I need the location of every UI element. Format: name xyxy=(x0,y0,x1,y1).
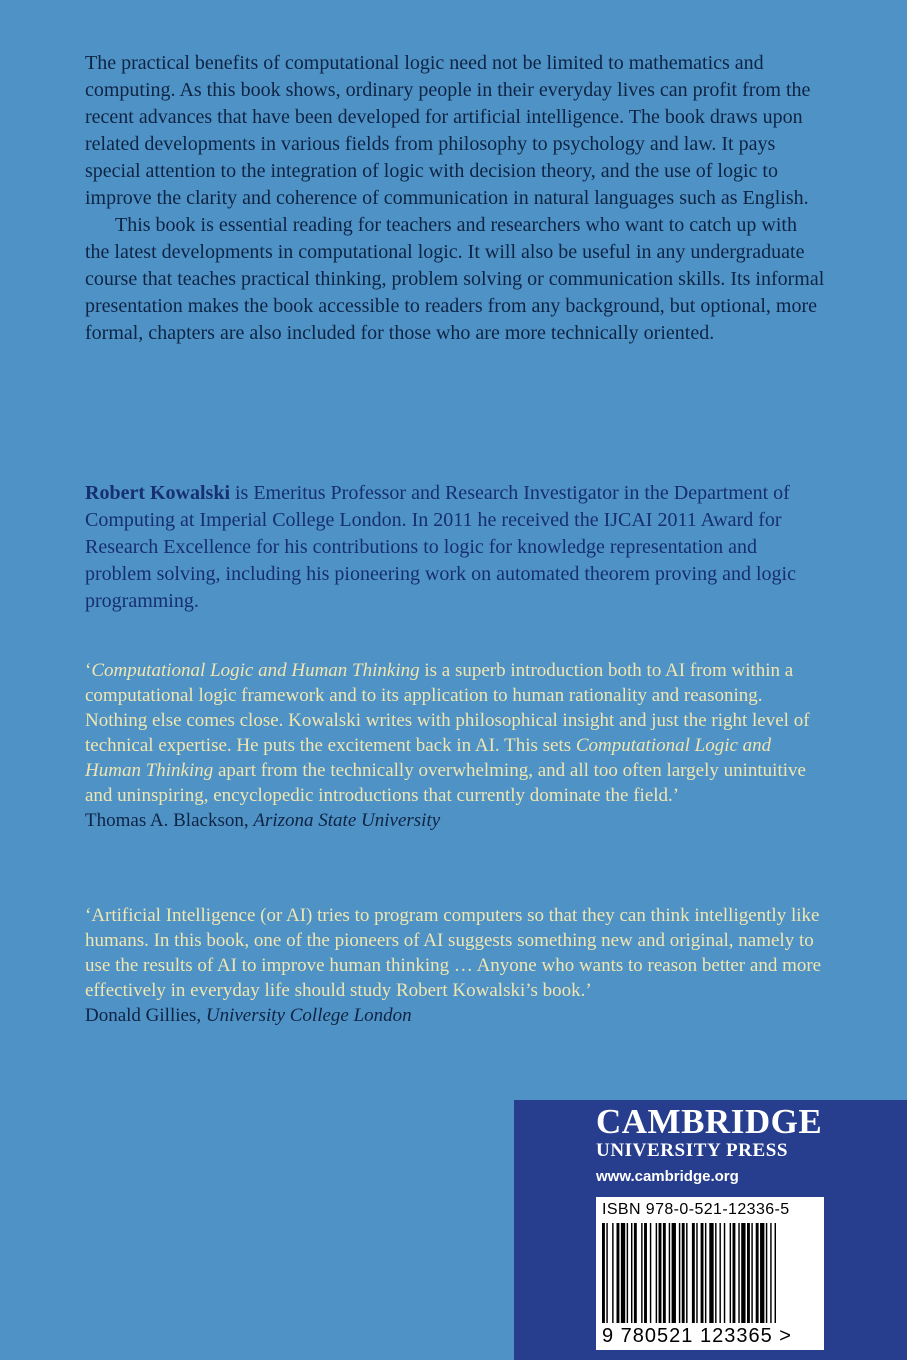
quote-text: is a superb introduction both to AI from within a computational logic framework and to its application to human rationality and reasoning. Nothing else comes close. Kowalski writes with philosophical insight and just the right level of technical expertise. He puts the excitement back in AI. This sets xyxy=(85,660,810,756)
barcode-bar xyxy=(669,1223,670,1323)
barcode-bar xyxy=(602,1223,605,1323)
barcode-bar xyxy=(715,1223,716,1323)
author-bio-text: is Emeritus Professor and Research Investigator in the Department of Computing at Imperial College London. In 2011 he received the IJCAI 2011 Award for Research Excellence for his contributions to logic for knowledge representation and problem solving, including his pioneering work on automated theorem proving and logic programming. xyxy=(85,482,796,612)
quote-open-mark: ‘ xyxy=(85,660,92,681)
barcode-bar xyxy=(634,1223,637,1323)
quote-author: Donald Gillies, xyxy=(85,1005,206,1026)
barcode-bar xyxy=(641,1223,642,1323)
barcode-bar xyxy=(644,1223,647,1323)
barcode-bar xyxy=(775,1223,776,1323)
publisher-logo-subtitle: UNIVERSITY PRESS xyxy=(596,1140,789,1161)
barcode-number: 9 780521 123365 > xyxy=(602,1325,792,1347)
endorsement-quote-1 xyxy=(85,658,825,833)
barcode-bar xyxy=(612,1223,613,1323)
author-name: Robert Kowalski xyxy=(85,482,230,504)
barcode-bar xyxy=(770,1223,771,1323)
barcode-bar xyxy=(672,1223,676,1323)
isbn-label: ISBN 978-0-521-12336-5 xyxy=(602,1201,790,1218)
barcode xyxy=(596,1197,824,1350)
barcode-bar xyxy=(696,1223,697,1323)
blurb-paragraph-1: The practical benefits of computational logic need not be limited to mathematics and computing. As this book shows, ordinary people in their everyday lives can profit from the recent advances that have been developed for artificial intelligence. The book draws upon related developments in various fields from philosophy to psychology and law. It pays special attention to the integration of logic with decision theory, and the use of logic to improve the clarity and coherence of communication in natural languages such as English. xyxy=(85,52,811,209)
author-bio xyxy=(85,480,825,615)
barcode-bar xyxy=(738,1223,739,1323)
barcode-bar xyxy=(659,1223,662,1323)
quote-author: Thomas A. Blackson, xyxy=(85,810,254,831)
barcode-bar xyxy=(705,1223,706,1323)
barcode-bar xyxy=(709,1223,713,1323)
quote-attribution xyxy=(85,808,825,833)
barcode-bar xyxy=(621,1223,625,1323)
barcode-bar xyxy=(631,1223,632,1323)
barcode-bar xyxy=(692,1223,695,1323)
barcode-bar xyxy=(766,1223,767,1323)
barcode-bar xyxy=(686,1223,687,1323)
cover-blurb xyxy=(85,50,825,347)
quote-affiliation: University College London xyxy=(205,1005,412,1026)
barcode-bar xyxy=(679,1223,680,1323)
barcode-bar xyxy=(701,1223,704,1323)
barcode-bar xyxy=(719,1223,720,1323)
endorsement-quote-2 xyxy=(85,903,825,1028)
barcode-bar xyxy=(627,1223,628,1323)
quote-attribution xyxy=(85,1003,825,1028)
barcode-bar xyxy=(751,1223,752,1323)
publisher-url: www.cambridge.org xyxy=(596,1168,739,1185)
barcode-bar xyxy=(663,1223,666,1323)
barcode-bar xyxy=(682,1223,685,1323)
barcode-bar xyxy=(606,1223,607,1323)
barcode-bar xyxy=(617,1223,620,1323)
barcode-bar xyxy=(733,1223,736,1323)
quote-text: apart from the technically overwhelming, and all too often largely unintuitive and uninspiring, encyclopedic introductions that currently dominate the field.’ xyxy=(85,760,806,806)
publisher-panel xyxy=(514,1100,907,1360)
blurb-paragraph-2: This book is essential reading for teachers and researchers who want to catch up with the latest developments in computational logic. It will also be useful in any undergraduate course that teaches practical thinking, problem solving or communication skills. Its informal presentation makes the book accessible to readers from any background, but optional, more formal, chapters are also included for those who are more technically oriented. xyxy=(85,214,825,344)
barcode-bar xyxy=(656,1223,657,1323)
barcode-bar xyxy=(747,1223,750,1323)
quote-affiliation: Arizona State University xyxy=(253,810,441,831)
publisher-logo-name: CAMBRIDGE xyxy=(596,1102,823,1141)
barcode-bar xyxy=(760,1223,764,1323)
book-title-ref: Computational Logic and Human Thinking xyxy=(91,660,420,681)
book-title-ref: Computational Logic and Human Thinking xyxy=(85,735,772,781)
barcode-bars xyxy=(602,1223,818,1325)
barcode-bar xyxy=(756,1223,759,1323)
barcode-bar xyxy=(741,1223,745,1323)
barcode-bar xyxy=(730,1223,731,1323)
barcode-bar xyxy=(724,1223,725,1323)
quote-text: ‘Artificial Intelligence (or AI) tries to program computers so that they can think intelligently like humans. In this book, one of the pioneers of AI suggests something new and original, namely to use the results of AI to improve human thinking … Anyone who wants to reason better and more effectively in everyday life should study Robert Kowalski’s book.’ xyxy=(85,905,822,1001)
barcode-bar xyxy=(650,1223,651,1323)
